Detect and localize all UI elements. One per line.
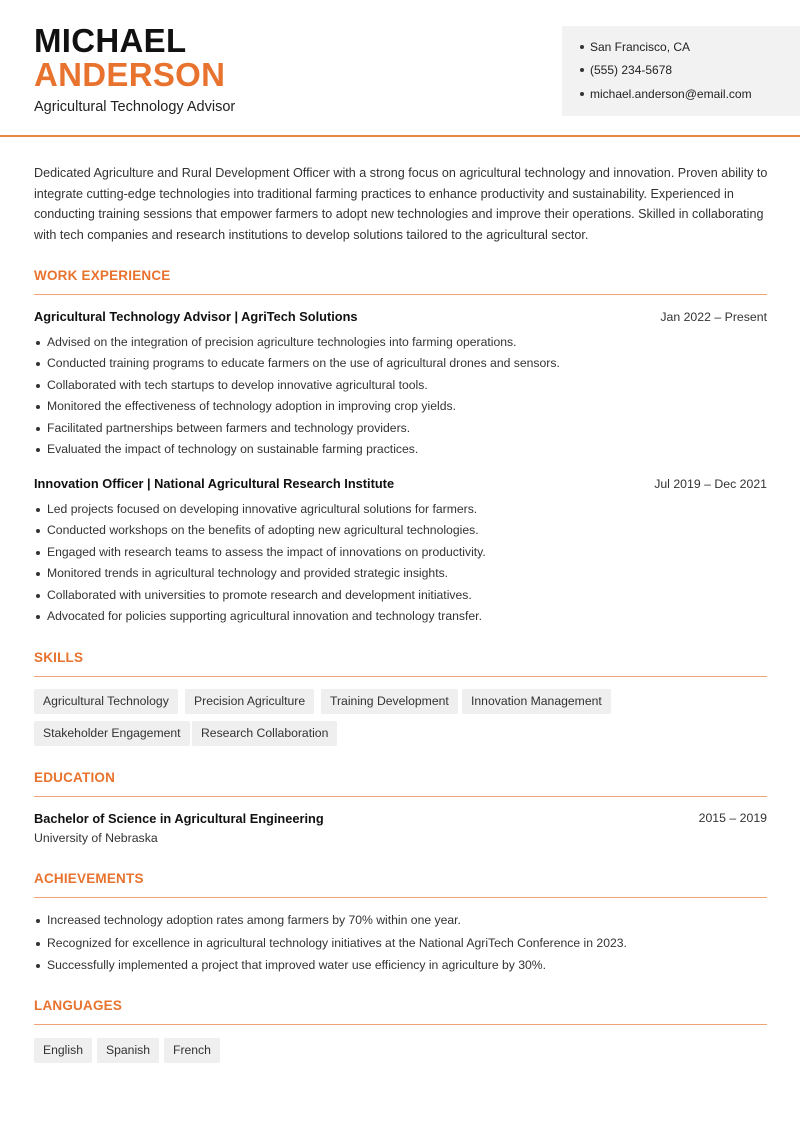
section-title-work: WORK EXPERIENCE: [34, 268, 171, 283]
bullet-text: Collaborated with tech startups to develop innovative agricultural tools.: [47, 377, 428, 392]
list-item: [34, 499, 486, 520]
bullet-text: Successfully implemented a project that improved water use efficiency in agriculture by 30%.: [47, 958, 547, 972]
list-item: [34, 418, 560, 439]
section-divider: [34, 796, 767, 797]
education-date: 2015 – 2019: [698, 811, 767, 825]
bullet-dot: [36, 341, 40, 345]
bullet-dot: [36, 508, 40, 512]
bullet-dot: [36, 919, 40, 923]
list-item: [34, 932, 627, 955]
bullet-text: Advised on the integration of precision agriculture technologies into farming operations.: [47, 335, 517, 349]
contact-email-text[interactable]: michael.anderson@email.com: [590, 87, 752, 101]
skill-chip: Training Development: [321, 689, 458, 714]
list-item: [34, 520, 486, 541]
job-bullets-1: [34, 332, 560, 460]
job-title: Agricultural Technology Advisor: [34, 99, 236, 115]
skill-chip: Agricultural Technology: [34, 689, 178, 714]
list-item: [34, 954, 627, 977]
skill-chip: Precision Agriculture: [185, 689, 314, 714]
bullet-text: Conducted workshops on the benefits of adopting new agricultural technologies.: [47, 523, 479, 538]
contact-phone: [580, 63, 672, 77]
list-item: [34, 606, 486, 627]
job-date-1: Jan 2022 – Present: [660, 310, 767, 324]
job-heading-2: Innovation Officer | National Agricultural Research Institute: [34, 476, 395, 491]
bullet-text: Recognized for excellence in agricultural technology initiatives at the National AgriTech Conference in 2023.: [47, 935, 627, 950]
resume-header: [0, 0, 800, 137]
section-title-skills: SKILLS: [34, 650, 84, 665]
list-item: [34, 396, 560, 417]
language-chip: Spanish: [97, 1038, 159, 1063]
list-item: [34, 353, 560, 374]
language-chip: French: [164, 1038, 220, 1063]
first-name: MICHAEL: [34, 22, 187, 59]
bullet-dot: [36, 529, 40, 533]
skill-chip: Research Collaboration: [192, 721, 337, 746]
bullet-dot: [36, 362, 40, 366]
bullet-text: Led projects focused on developing innovative agricultural solutions for farmers.: [47, 502, 478, 516]
bullet-text: Monitored trends in agricultural technology and provided strategic insights.: [47, 566, 449, 581]
section-divider: [34, 1024, 767, 1025]
job-heading-1: Agricultural Technology Advisor | AgriTech Solutions: [34, 309, 358, 324]
bullet-dot: [36, 427, 40, 431]
bullet-text: Collaborated with universities to promote research and development initiatives.: [47, 587, 472, 602]
education-degree: Bachelor of Science in Agricultural Engineering: [34, 811, 324, 826]
list-item: [34, 332, 560, 353]
bullet-text: Monitored the effectiveness of technology adoption in improving crop yields.: [47, 399, 456, 414]
bullet-dot: [36, 964, 40, 968]
bullet-text: Conducted training programs to educate farmers on the use of agricultural drones and sensors.: [47, 356, 560, 371]
contact-phone-text: (555) 234-5678: [590, 63, 673, 77]
section-title-languages: LANGUAGES: [34, 998, 123, 1013]
last-name: ANDERSON: [34, 56, 226, 93]
bullet-text: Advocated for policies supporting agricultural innovation and technology transfer.: [47, 608, 482, 623]
bullet-dot: [36, 942, 40, 946]
bullet-dot: [36, 615, 40, 619]
bullet-text: Increased technology adoption rates among farmers by 70% within one year.: [47, 913, 461, 927]
contact-location: [580, 40, 690, 54]
job-date-2: Jul 2019 – Dec 2021: [654, 477, 767, 491]
bullet-text: Facilitated partnerships between farmers and technology providers.: [47, 420, 411, 435]
skill-chip: Stakeholder Engagement: [34, 721, 190, 746]
section-title-achievements: ACHIEVEMENTS: [34, 871, 144, 886]
bullet-dot: [36, 594, 40, 598]
contact-email[interactable]: [580, 87, 752, 101]
section-divider: [34, 294, 767, 295]
skill-chip: Innovation Management: [462, 689, 611, 714]
bullet-dot: [580, 68, 584, 72]
job-bullets-2: [34, 499, 486, 627]
bullet-dot: [36, 384, 40, 388]
bullet-dot: [36, 572, 40, 576]
list-item: [34, 439, 560, 460]
bullet-dot: [36, 551, 40, 555]
language-chip: English: [34, 1038, 92, 1063]
list-item: [34, 563, 486, 584]
section-divider: [34, 676, 767, 677]
contact-box: [562, 26, 800, 116]
education-school: University of Nebraska: [34, 831, 158, 845]
bullet-text: Evaluated the impact of technology on sustainable farming practices.: [47, 441, 419, 456]
list-item: [34, 909, 627, 932]
summary-paragraph: Dedicated Agriculture and Rural Development Officer with a strong focus on agricultural technology and innovation. Proven ability to integrate cutting-edge technologies into traditional farming practices to enhance productivity and sustainability. Experienced in conducting training sessions that empower farmers to adopt new technologies and improve their operations. Skilled in collaborating with tech companies and research institutions to develop solutions tailored to the agricultural sector.: [34, 166, 768, 243]
list-item: [34, 542, 486, 563]
bullet-dot: [36, 405, 40, 409]
bullet-dot: [580, 92, 584, 96]
list-item: [34, 375, 560, 396]
list-item: [34, 585, 486, 606]
contact-location-text: San Francisco, CA: [590, 40, 691, 54]
bullet-text: Engaged with research teams to assess the impact of innovations on productivity.: [47, 544, 486, 559]
bullet-dot: [36, 448, 40, 452]
achievements-list: [34, 909, 627, 977]
section-divider: [34, 897, 767, 898]
bullet-dot: [580, 45, 584, 49]
section-title-education: EDUCATION: [34, 770, 116, 785]
